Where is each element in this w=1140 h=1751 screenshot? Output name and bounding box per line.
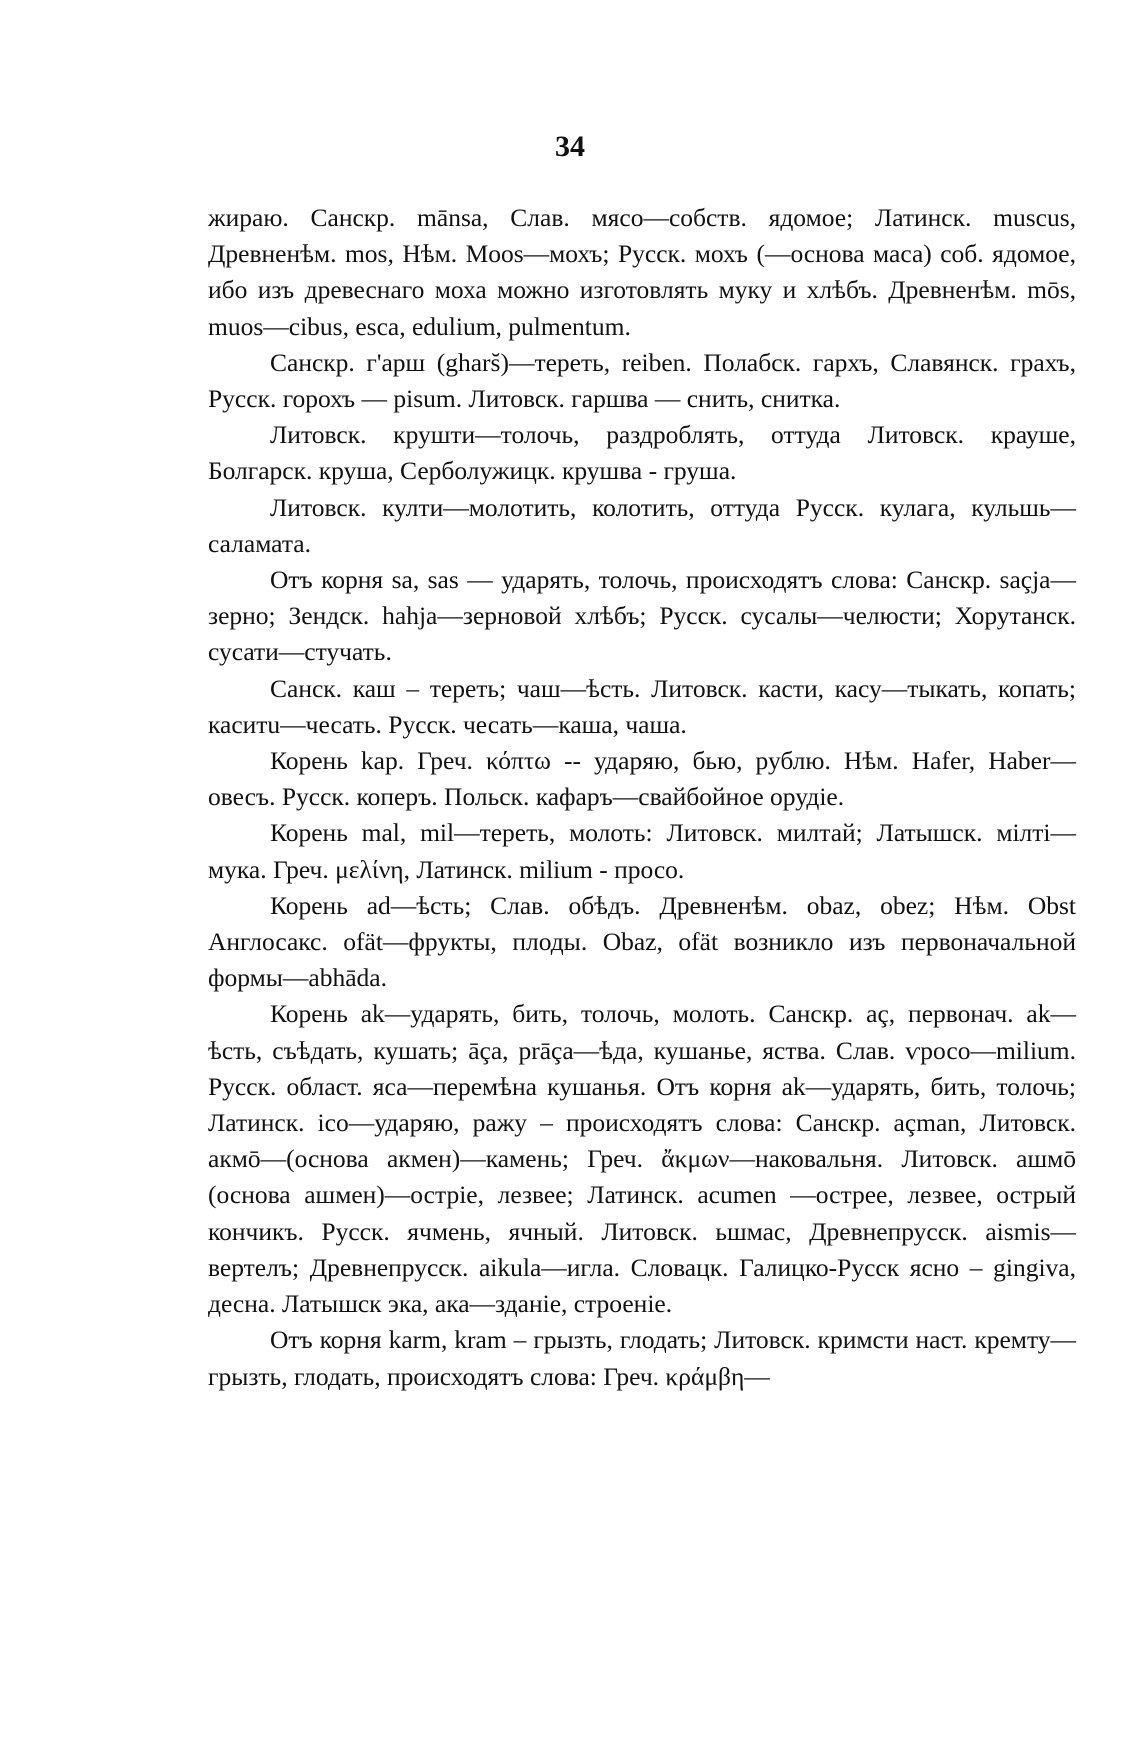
paragraph-3: Литовск. крушти—толочь, раздроблять, оттуда Литовск. крауше, Болгарск. круша, Серболужицк. крушва - груша.: [208, 420, 1076, 486]
paragraph-6: Санск. каш – тереть; чаш—ѣсть. Литовск. касти, касу—тыкать, копать; каситu—чесать. Русск. чесать—каша, чаша.: [208, 673, 1076, 739]
paragraph-10: Корень ak—ударять, бить, толочь, молоть. Санскр. aç, первонач. ak—ѣсть, съѣдать, кушать; āçа, prāçа—ѣда, кушанье, яства. Слав. ѵросо—milium. Русск. област. яса—перемѣна кушанья. Отъ корня ak—ударять, бить, толочь; Латинск. ico—ударяю, ражу – происходятъ слова: Санскр. açman, Литовск. акмō—(основа акмен)—камень; Греч. ἄκμων—наковальня. Литовск. ашмō (основа ашмен)—остріе, лезвее; Латинск. acumen —острее, лезвее, острый кончикъ. Русск. ячмень, ячный. Литовск. ьшмас, Древнепрусск. aismis—вертелъ; Древнепрусск. aikula—игла. Словацк. Галицко-Русск ясно – gingiva, десна. Латышск эка, ака—зданіе, строеніе.: [208, 999, 1076, 1319]
page-number: 34: [555, 130, 585, 163]
page-text-body: [208, 200, 1076, 1395]
paragraph-4: Литовск. култи—молотить, колотить, оттуда Русск. кулага, кульшь—саламата.: [208, 492, 1076, 558]
paragraph-8: Корень mal, mil—тереть, молоть: Литовск. милтай; Латышск. мілті—мука. Греч. μελίνη, Латинск. milium - просо.: [208, 818, 1076, 884]
paragraph-7: Корень kap. Греч. κόπτω -- ударяю, бью, рублю. Нѣм. Hafer, Haber—овесъ. Русск. коперъ. Польск. кафаръ—свайбойное орудіе.: [208, 746, 1076, 812]
paragraph-11: Отъ корня karm, kram – грызть, глодать; Литовск. кримсти наст. кремту—грызть, глодать, происходятъ слова: Греч. κράμβη—: [208, 1325, 1076, 1391]
paragraph-2: Санскр. г'арш (ghars̆)—тереть, reiben. Полабск. гархъ, Славянск. грахъ, Русск. горохъ — pisum. Литовск. гаршва — снить, снитка.: [208, 347, 1076, 414]
paragraph-1: жираю. Санскр. mānsa, Слав. мясо—собств. ядомое; Латинск. muscus, Древненѣм. mos, Нѣм. Moos—мохъ; Русск. мохъ (—основа маса) соб. ядомое, ибо изъ древеснаго моха можно изготовлять муку и хлѣбъ. Древненѣм. mōs, muos—cibus, esca, edulium, pulmentum.: [208, 203, 1076, 341]
paragraph-9: Корень ad—ѣсть; Слав. обѣдъ. Древненѣм. obaz, obez; Нѣм. Obst Англосакс. ofät—фрукты, плоды. Obaz, ofät возникло изъ первоначальной формы—abhāda.: [208, 890, 1076, 993]
paragraph-5: Отъ корня sa, sas — ударять, толочь, происходятъ слова: Санскр. saçja—зерно; Зендск. hahja—зерновой хлѣбъ; Русск. сусалы—челюсти; Хорутанск. сусати—стучать.: [208, 565, 1076, 667]
